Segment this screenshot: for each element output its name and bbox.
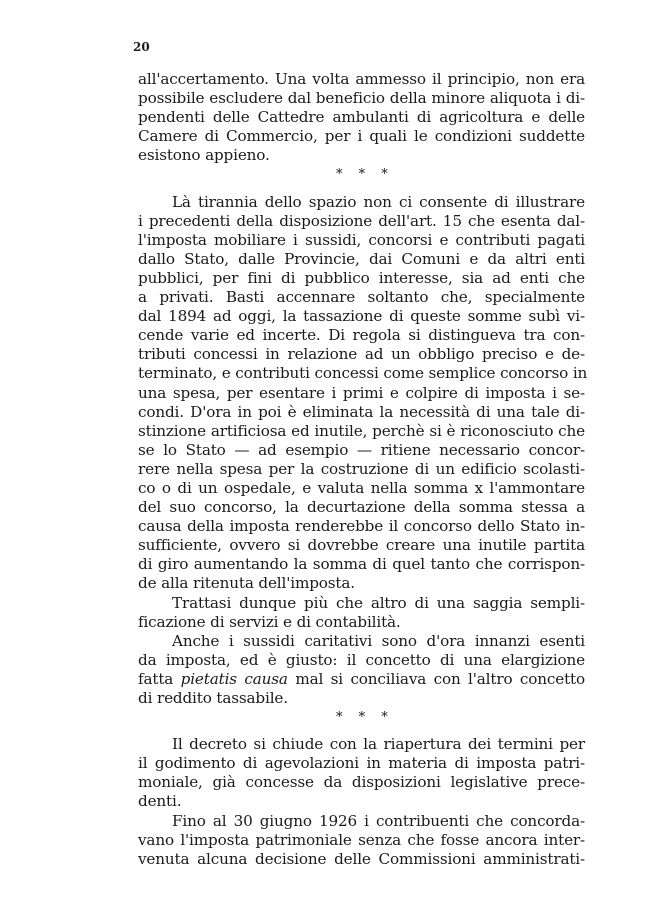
text-line: l'imposta mobiliare i sussidi, concorsi e contributi pagati [138, 230, 585, 249]
text-line: stinzione artificiosa ed inutile, perchè si è riconosciuto che [138, 421, 585, 440]
text-line: possibile escludere dal beneficio della minore aliquota i di- [138, 89, 585, 108]
text-line: se lo Stato — ad esempio — ritiene necessario concor- [138, 440, 585, 459]
text-line: di reddito tassabile. [138, 689, 288, 707]
text-line: i precedenti della disposizione dell'art. 15 che esenta dal- [138, 211, 585, 230]
text-fragment: mal si conciliava con l'altro concetto [295, 669, 585, 688]
text-line: all'accertamento. Una volta ammesso il principio, non era [138, 70, 585, 88]
text-line: ficazione di servizi e di contabilità. [138, 612, 401, 631]
text-line: a privati. Basti accennare soltanto che, specialmente [138, 288, 585, 307]
text-line: venuta alcuna decisione delle Commissioni amministrati- [138, 849, 585, 868]
text-line: esistono appieno. [138, 146, 270, 165]
text-line: tributi concessi in relazione ad un obbligo preciso e de- [138, 345, 585, 364]
text-line: Trattasi dunque più che altro di una saggia sempli- [172, 593, 585, 612]
text-line: del suo concorso, la decurtazione della somma stessa a [138, 498, 585, 517]
section-separator: * * * [336, 167, 394, 183]
section-separator: * * * [336, 710, 394, 726]
text-line: co o di un ospedale, e valuta nella somma x l'ammontare [138, 478, 585, 497]
text-line: dal 1894 ad oggi, la tassazione di queste somme subì vi- [138, 307, 585, 326]
text-line: Fino al 30 giugno 1926 i contribuenti che concorda- [172, 811, 585, 830]
latin-phrase: pietatis causa [180, 669, 288, 688]
text-line: cende varie ed incerte. Di regola si distingueva tra con- [138, 326, 585, 345]
text-line: Là tirannia dello spazio non ci consente di illustrare [172, 192, 585, 211]
text-line: terminato, e contributi concessi come semplice concorso in [138, 364, 588, 383]
text-line: una spesa, per esentare i primi e colpire di imposta i se- [138, 383, 585, 402]
text-line: rere nella spesa per la costruzione di un edificio scolasti- [138, 459, 585, 478]
text-line: pubblici, per fini di pubblico interesse, sia ad enti che [138, 268, 585, 287]
body-text [138, 70, 588, 869]
text-line: sufficiente, ovvero si dovrebbe creare una inutile partita [138, 536, 585, 555]
text-line: di giro aumentando la somma di quel tanto che corrispon- [138, 555, 585, 574]
text-line: Il decreto si chiude con la riapertura dei termini per [172, 735, 585, 754]
text-line: denti. [138, 792, 182, 811]
text-line: condi. D'ora in poi è eliminata la necessità di una tale di- [138, 402, 585, 421]
text-line: Anche i sussidi caritativi sono d'ora innanzi esenti [172, 631, 585, 650]
text-line: causa della imposta renderebbe il concorso dello Stato in- [138, 517, 585, 536]
text-line: Camere di Commercio, per i quali le condizioni suddette [138, 127, 585, 146]
text-line: da imposta, ed è giusto: il concetto di una elargizione [138, 650, 585, 669]
page-number: 20 [133, 40, 150, 54]
text-fragment: fatta [138, 669, 174, 688]
text-line: il godimento di agevolazioni in materia di imposta patri- [138, 754, 585, 773]
text-line: moniale, già concesse da disposizioni legislative prece- [138, 773, 585, 792]
text-line: dallo Stato, dalle Provincie, dai Comuni e da altri enti [138, 249, 585, 268]
text-line [138, 670, 585, 689]
text-line: de alla ritenuta dell'imposta. [138, 574, 355, 593]
text-line: pendenti delle Cattedre ambulanti di agricoltura e delle [138, 108, 585, 127]
text-line: vano l'imposta patrimoniale senza che fosse ancora inter- [138, 830, 585, 849]
